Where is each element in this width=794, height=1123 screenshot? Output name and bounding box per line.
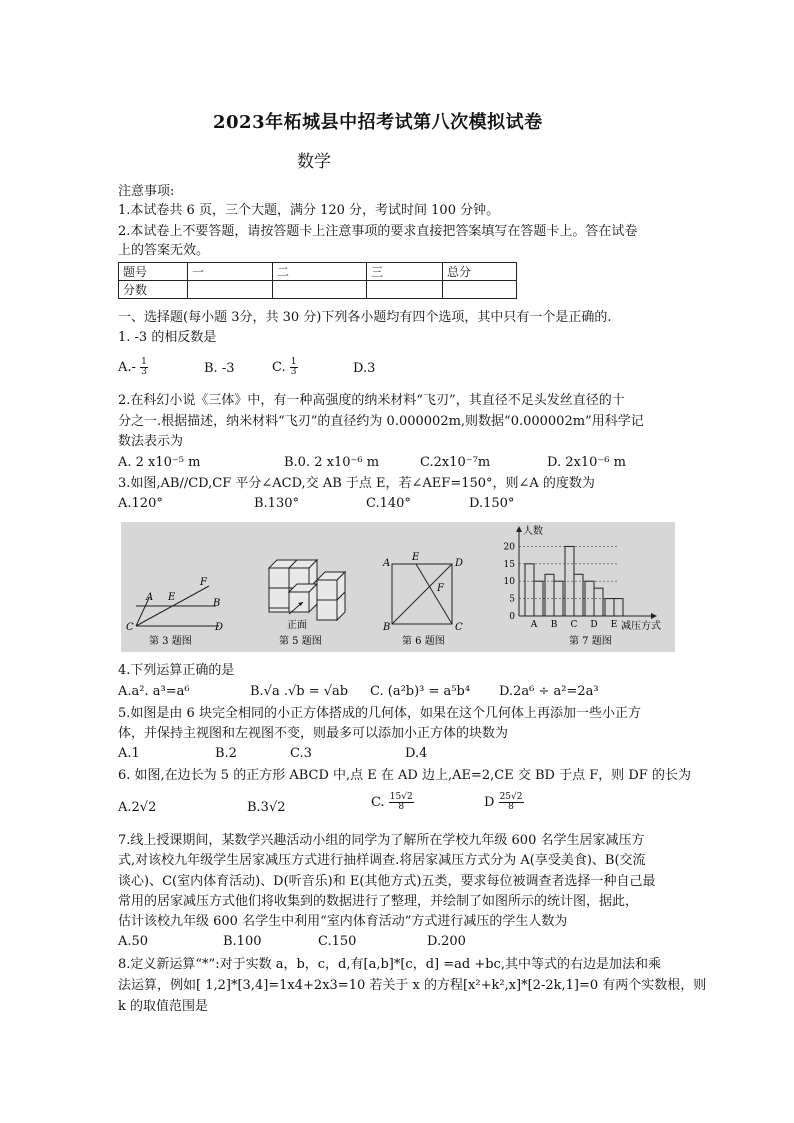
q6-c-den: 8 <box>398 802 405 812</box>
q5-option-a: A.1 <box>118 746 140 761</box>
q3-option-c: C.140° <box>366 496 411 511</box>
q7-line-3: 谈心)、C(室内体育活动)、D(听音乐)和 E(其他方式)五类，要求每位被调查者选择一种自己最 <box>118 874 656 889</box>
fig5-cube-face-6 <box>317 600 337 620</box>
fig7-caption: 第 7 题图 <box>569 636 612 647</box>
q1-c-fraction <box>290 358 298 377</box>
table-cell: 一 <box>188 263 273 281</box>
table-row <box>119 281 517 299</box>
fig7-bar <box>545 574 554 616</box>
q1-c-den: 3 <box>290 367 297 377</box>
fig7-y-axis-arrow-icon <box>516 526 522 532</box>
fig6-label-c: C <box>455 622 463 633</box>
q7-option-d: D.200 <box>427 934 466 949</box>
table-cell <box>443 281 517 299</box>
q7-line-4: 常用的居家减压方式他们将收集到的数据进行了整理，并绘制了如图所示的统计图，据此， <box>118 894 639 909</box>
table-cell: 二 <box>273 263 367 281</box>
fig7-bar <box>594 588 603 616</box>
q2-option-a: A. 2 x10⁻⁵ m <box>118 455 201 470</box>
q7-line-1: 7.线上授课期间，某数学兴趣活动小组的同学为了解所在学校九年级 600 名学生居家减压方 <box>118 833 645 848</box>
fig7-category-label: B <box>550 620 558 630</box>
fig7-category-label: C <box>570 620 578 630</box>
table-cell: 分数 <box>119 281 188 299</box>
q5-line-2: 体，并保持主视图和左视图不变，则最多可以添加小正方体的块数为 <box>118 726 509 741</box>
q8-line-1: 8.定义新运算“*”:对于实数 a，b，c，d,有[a,b]*[c，d] =ad +bc,其中等式的右边是加法和乘 <box>118 957 661 972</box>
fig5-cube-face-5 <box>317 580 337 600</box>
table-row <box>119 263 517 281</box>
table-cell: 总分 <box>443 263 517 281</box>
q6-c-prefix: C. <box>371 795 385 810</box>
q7-option-a: A.50 <box>118 934 149 949</box>
notice-heading: 注意事项: <box>118 184 175 199</box>
fig5-caption: 第 5 题图 <box>279 636 322 647</box>
q1-option-a <box>118 358 148 377</box>
q6-d-num: 25√2 <box>499 792 523 802</box>
fig7-ylabel: 人数 <box>523 526 543 537</box>
q6-c-num: 15√2 <box>389 792 413 802</box>
q3-stem: 3.如图,AB//CD,CF 平分∠ACD,交 AB 于点 E，若∠AEF=150°，则∠A 的度数为 <box>118 476 595 491</box>
fig7-bar <box>614 599 623 616</box>
q1-stem: 1. -3 的相反数是 <box>118 330 217 345</box>
q8-line-2: 法运算，例如[ 1,2]*[3,4]=1x4+2x3=10 若关于 x 的方程[x²+k²,x]*[2-2k,1]=0 有两个实数根，则 <box>118 978 707 993</box>
subject-title: 数学 <box>297 152 331 172</box>
q2-line-3: 数法表示为 <box>118 434 184 449</box>
section-1-heading: 一、选择题(每小题 3分，共 30 分)下列各小题均有四个选项，其中只有一个是正确的. <box>118 310 612 325</box>
q1-c-prefix: C. <box>272 360 286 375</box>
q2-option-d: D. 2x10⁻⁶ m <box>547 455 626 470</box>
q1-option-c <box>272 358 298 377</box>
fig7-bar <box>605 599 614 616</box>
fig7-bar <box>525 564 534 616</box>
page-title: 2023年柘城县中招考试第八次模拟试卷 <box>213 112 543 133</box>
fig6-label-d: D <box>455 558 464 569</box>
q1-a-prefix: A.- <box>118 360 136 375</box>
table-cell <box>188 281 273 299</box>
fig7-category-label: E <box>610 620 618 630</box>
fig7-xlabel: 减压方式 <box>621 621 661 632</box>
q3-option-b: B.130° <box>254 496 299 511</box>
fig6-label-e: E <box>412 552 420 563</box>
q1-a-num: 1 <box>141 357 147 367</box>
q8-line-3: k 的取值范围是 <box>118 999 209 1014</box>
q6-option-b: B.3√2 <box>247 800 286 815</box>
fig7-category-label: D <box>590 620 598 630</box>
q7-option-b: B.100 <box>223 934 262 949</box>
table-cell: 三 <box>367 263 443 281</box>
q5-option-d: D.4 <box>405 746 428 761</box>
q3-option-a: A.120° <box>118 496 163 511</box>
fig5-cube-base <box>269 608 289 612</box>
figures-svg <box>121 522 675 652</box>
fig5-cube-face-4 <box>289 592 309 612</box>
q4-stem: 4.下列运算正确的是 <box>118 663 235 678</box>
q6-option-d <box>484 793 524 812</box>
fig7-ytick-label: 0 <box>509 612 515 622</box>
q1-option-d: D.3 <box>353 361 376 376</box>
fig7-ytick-label: 20 <box>503 542 515 553</box>
fig5-cube-face-1 <box>269 568 289 588</box>
q5-option-b: B.2 <box>215 746 237 761</box>
fig7-ytick-label: 15 <box>503 559 515 570</box>
fig6-label-f: F <box>437 583 444 594</box>
table-cell: 题号 <box>119 263 188 281</box>
q7-option-c: C.150 <box>318 934 357 949</box>
figure-7-chart <box>504 524 661 632</box>
fig3-label-f: F <box>200 577 207 588</box>
fig3-label-a: A <box>146 592 154 603</box>
figure-strip <box>121 522 675 652</box>
fig5-cube-face-3 <box>269 588 289 608</box>
fig3-label-c: C <box>126 622 134 633</box>
q7-line-2: 式,对该校九年级学生居家减压方式进行抽样调查.将居家减压方式分为 A(享受美食)、B(交流 <box>118 853 646 868</box>
q2-option-c: C.2x10⁻⁷m <box>420 455 491 470</box>
q7-line-5: 估计该校九年级 600 名学生中利用“室内体育活动”方式进行减压的学生人数为 <box>118 914 568 929</box>
notice-item-1: 1.本试卷共 6 页，三个大题，满分 120 分，考试时间 100 分钟。 <box>118 203 500 218</box>
q4-option-c: C. (a²b)³ = a⁵b⁴ <box>370 684 471 699</box>
figure-6 <box>392 564 452 624</box>
q1-c-num: 1 <box>290 357 297 367</box>
fig6-label-a: A <box>383 558 391 569</box>
fig3-label-d: D <box>215 622 224 633</box>
fig7-bar <box>574 574 583 616</box>
notice-item-2a: 2.本试卷上不要答题，请按答题卡上注意事项的要求直接把答案填写在答题卡上。答在试卷 <box>118 224 638 239</box>
fig7-category-label: A <box>530 620 538 630</box>
score-table <box>118 262 517 299</box>
table-cell <box>367 281 443 299</box>
q2-line-2: 分之一.根据描述，纳米材料“飞刃”的直径约为 0.000002m,则数据“0.000002m”用科学记 <box>118 414 644 429</box>
fig6-diagonal-bd <box>392 564 452 624</box>
q6-c-fraction <box>389 793 414 812</box>
q4-option-b: B.√a .√b = √ab <box>250 684 349 699</box>
fig7-ytick-label: 5 <box>509 594 515 605</box>
q2-line-1: 2.在科幻小说《三体》中，有一种高强度的纳米材料“飞刃”，其直径不足头发丝直径的十 <box>118 393 625 408</box>
q2-option-b: B.0. 2 x10⁻⁶ m <box>284 455 380 470</box>
q6-option-a: A.2√2 <box>118 800 157 815</box>
q6-option-c <box>371 793 414 812</box>
q3-option-d: D.150° <box>469 496 515 511</box>
q1-a-fraction <box>140 358 148 377</box>
notice-item-2b: 上的答案无效。 <box>118 243 210 258</box>
fig7-x-axis-arrow-icon <box>651 613 657 619</box>
q4-option-d: D.2a⁶ ÷ a²=2a³ <box>499 684 599 699</box>
figure-5 <box>269 560 345 620</box>
table-cell <box>273 281 367 299</box>
q4-option-a: A.a². a³=a⁶ <box>118 684 190 699</box>
fig6-caption: 第 6 题图 <box>402 636 445 647</box>
q5-option-c: C.3 <box>290 746 312 761</box>
q6-stem: 6. 如图,在边长为 5 的正方形 ABCD 中,点 E 在 AD 边上,AE=2,CE 交 BD 于点 F，则 DF 的长为 <box>118 768 691 783</box>
fig3-label-e: E <box>168 592 176 603</box>
q6-d-den: 8 <box>508 802 514 812</box>
fig7-ytick-label: 10 <box>503 577 515 588</box>
q6-d-fraction <box>499 793 524 812</box>
q1-option-b: B. -3 <box>204 361 235 376</box>
fig3-caption: 第 3 题图 <box>149 636 192 647</box>
fig5-front-label: 正面 <box>287 620 307 631</box>
q1-a-den: 3 <box>141 367 147 377</box>
fig6-label-b: B <box>383 622 391 633</box>
q5-line-1: 5.如图是由 6 块完全相同的小正方体搭成的几何体，如果在这个几何体上再添加一些小正方 <box>118 706 641 721</box>
q6-d-prefix: D <box>484 795 495 810</box>
fig3-label-b: B <box>213 598 221 609</box>
